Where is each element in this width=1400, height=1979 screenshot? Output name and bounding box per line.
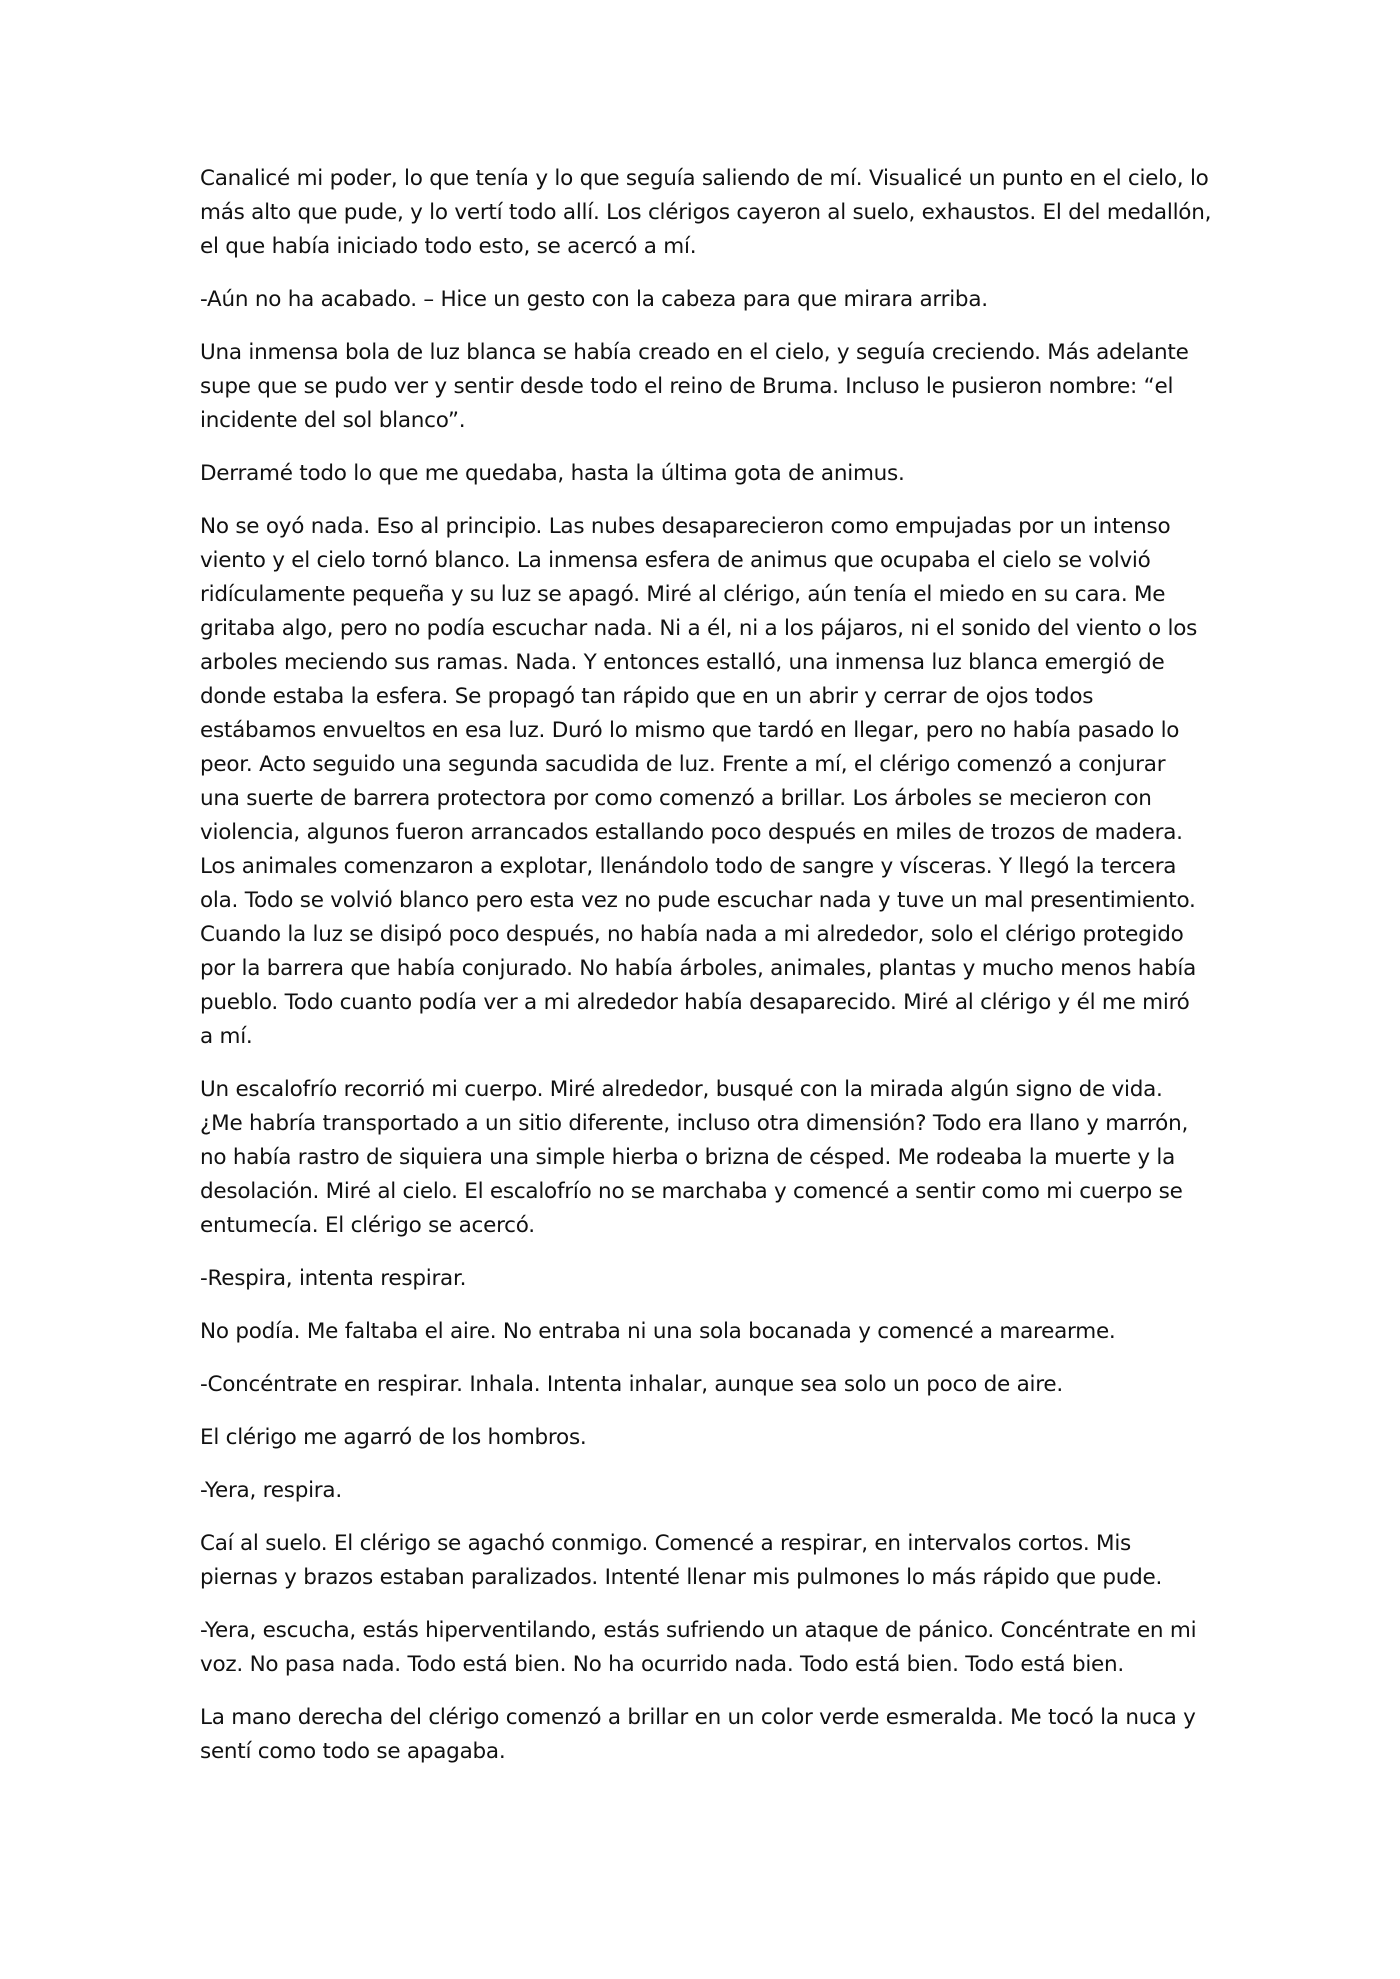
paragraph (200, 1315, 1210, 1349)
text-line: entumecía. El clérigo se acercó. (200, 1213, 535, 1238)
text-line: estábamos envueltos en esa luz. Duró lo mismo que tardó en llegar, pero no había pasado lo (200, 718, 1180, 743)
paragraph (200, 510, 1210, 1054)
text-line: incidente del sol blanco”. (200, 408, 466, 433)
text-line: Los animales comenzaron a explotar, llenándolo todo de sangre y vísceras. Y llegó la tercera (200, 854, 1177, 879)
paragraph (200, 1701, 1210, 1769)
text-line: arboles meciendo sus ramas. Nada. Y entonces estalló, una inmensa luz blanca emergió de (200, 650, 1165, 675)
text-line: Canalicé mi poder, lo que tenía y lo que seguía saliendo de mí. Visualicé un punto en el cielo, lo (200, 166, 1209, 191)
text-line: supe que se pudo ver y sentir desde todo el reino de Bruma. Incluso le pusieron nombre: “el (200, 374, 1174, 399)
paragraph (200, 457, 1210, 491)
text-line: piernas y brazos estaban paralizados. Intenté llenar mis pulmones lo más rápido que pude. (200, 1565, 1163, 1590)
paragraph (200, 1527, 1210, 1595)
paragraph (200, 1368, 1210, 1402)
text-line: por la barrera que había conjurado. No había árboles, animales, plantas y mucho menos había (200, 956, 1197, 981)
paragraph (200, 1474, 1210, 1508)
paragraph (200, 1614, 1210, 1682)
text-line: No se oyó nada. Eso al principio. Las nubes desaparecieron como empujadas por un intenso (200, 514, 1171, 539)
text-line: a mí. (200, 1024, 253, 1049)
text-line: Una inmensa bola de luz blanca se había creado en el cielo, y seguía creciendo. Más adelante (200, 340, 1189, 365)
text-line: -Yera, escucha, estás hiperventilando, estás sufriendo un ataque de pánico. Concéntrate en mi (200, 1618, 1197, 1643)
text-line: una suerte de barrera protectora por como comenzó a brillar. Los árboles se mecieron con (200, 786, 1152, 811)
text-line: ola. Todo se volvió blanco pero esta vez no pude escuchar nada y tuve un mal presentimiento. (200, 888, 1196, 913)
text-line: -Yera, respira. (200, 1478, 342, 1503)
paragraph (200, 1073, 1210, 1243)
text-line: donde estaba la esfera. Se propagó tan rápido que en un abrir y cerrar de ojos todos (200, 684, 1094, 709)
text-line: sentí como todo se apagaba. (200, 1739, 506, 1764)
text-line: pueblo. Todo cuanto podía ver a mi alrededor había desaparecido. Miré al clérigo y él me miró (200, 990, 1190, 1015)
text-line: viento y el cielo tornó blanco. La inmensa esfera de animus que ocupaba el cielo se volvió (200, 548, 1151, 573)
text-line: voz. No pasa nada. Todo está bien. No ha ocurrido nada. Todo está bien. Todo está bien. (200, 1652, 1124, 1677)
paragraph (200, 162, 1210, 264)
text-line: -Aún no ha acabado. – Hice un gesto con la cabeza para que mirara arriba. (200, 287, 988, 312)
text-line: ¿Me habría transportado a un sitio diferente, incluso otra dimensión? Todo era llano y marrón, (200, 1111, 1189, 1136)
text-line: Caí al suelo. El clérigo se agachó conmigo. Comencé a respirar, en intervalos cortos. Mis (200, 1531, 1132, 1556)
text-line: más alto que pude, y lo vertí todo allí. Los clérigos cayeron al suelo, exhaustos. El del medallón, (200, 200, 1212, 225)
paragraph (200, 336, 1210, 438)
text-line: El clérigo me agarró de los hombros. (200, 1425, 587, 1450)
text-line: Un escalofrío recorrió mi cuerpo. Miré alrededor, busqué con la mirada algún signo de vida. (200, 1077, 1163, 1102)
paragraph (200, 1262, 1210, 1296)
text-line: peor. Acto seguido una segunda sacudida de luz. Frente a mí, el clérigo comenzó a conjurar (200, 752, 1166, 777)
paragraph (200, 1421, 1210, 1455)
text-line: La mano derecha del clérigo comenzó a brillar en un color verde esmeralda. Me tocó la nuca y (200, 1705, 1196, 1730)
text-line: el que había iniciado todo esto, se acercó a mí. (200, 234, 697, 259)
text-line: -Respira, intenta respirar. (200, 1266, 467, 1291)
text-line: ridículamente pequeña y su luz se apagó. Miré al clérigo, aún tenía el miedo en su cara. Me (200, 582, 1166, 607)
text-line: no había rastro de siquiera una simple hierba o brizna de césped. Me rodeaba la muerte y la (200, 1145, 1176, 1170)
text-line: -Concéntrate en respirar. Inhala. Intenta inhalar, aunque sea solo un poco de aire. (200, 1372, 1063, 1397)
text-line: No podía. Me faltaba el aire. No entraba ni una sola bocanada y comencé a marearme. (200, 1319, 1116, 1344)
text-line: Derramé todo lo que me quedaba, hasta la última gota de animus. (200, 461, 905, 486)
document-body (200, 162, 1210, 1788)
text-line: violencia, algunos fueron arrancados estallando poco después en miles de trozos de madera. (200, 820, 1183, 845)
text-line: desolación. Miré al cielo. El escalofrío no se marchaba y comencé a sentir como mi cuerpo se (200, 1179, 1183, 1204)
text-line: Cuando la luz se disipó poco después, no había nada a mi alrededor, solo el clérigo protegido (200, 922, 1184, 947)
paragraph (200, 283, 1210, 317)
text-line: gritaba algo, pero no podía escuchar nada. Ni a él, ni a los pájaros, ni el sonido del viento o los (200, 616, 1198, 641)
